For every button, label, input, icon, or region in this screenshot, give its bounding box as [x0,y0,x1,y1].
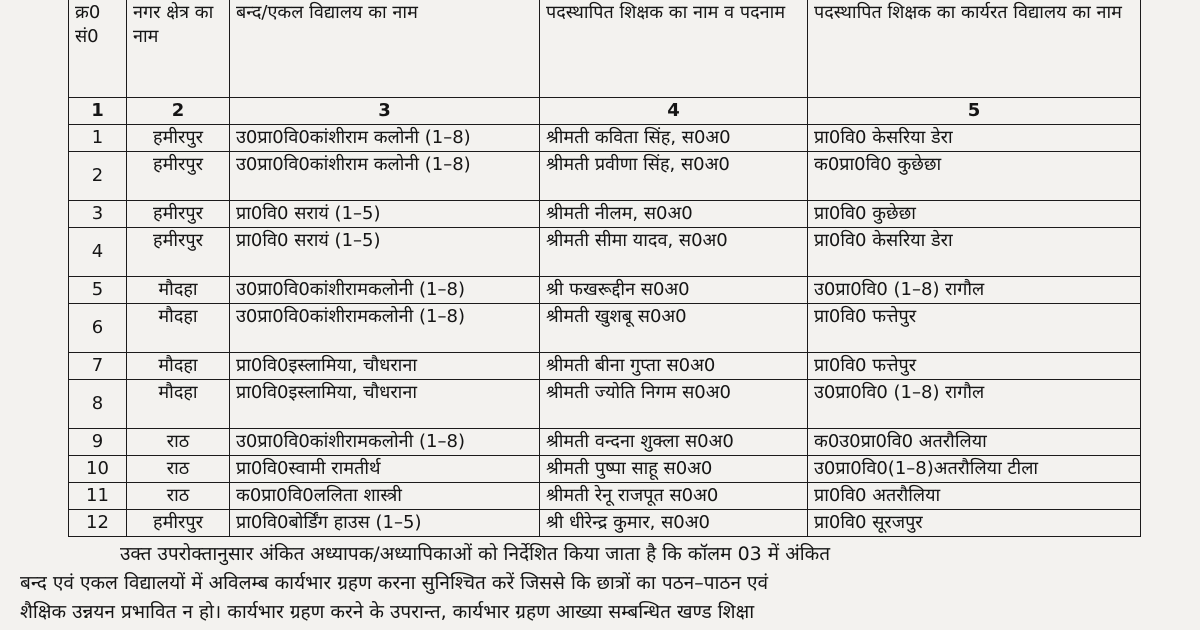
row-working-school: प्रा0वि0 सूरजपुर [808,510,1141,537]
row-posted-teacher: श्रीमती रेनू राजपूत स0अ0 [540,483,808,510]
row-posted-teacher: श्रीमती प्रवीणा सिंह, स0अ0 [540,152,808,201]
row-serial-number: 7 [69,353,127,380]
column-number: 5 [808,98,1141,125]
row-city-area: हमीरपुर [127,228,230,277]
table-header-row [69,0,1141,98]
row-city-area: हमीरपुर [127,201,230,228]
row-serial-number: 6 [69,304,127,353]
table-row [69,228,1141,277]
row-posted-teacher: श्रीमती वन्दना शुक्ला स0अ0 [540,429,808,456]
column-number: 2 [127,98,230,125]
row-working-school: क0प्रा0वि0 कुछेछा [808,152,1141,201]
row-closed-school: उ0प्रा0वि0कांशीराम कलोनी (1–8) [230,152,540,201]
row-closed-school: प्रा0वि0 सरायं (1–5) [230,201,540,228]
row-city-area: राठ [127,429,230,456]
row-serial-number: 2 [69,152,127,201]
row-posted-teacher: श्रीमती नीलम, स0अ0 [540,201,808,228]
row-posted-teacher: श्रीमती खुशबू स0अ0 [540,304,808,353]
row-serial-number: 11 [69,483,127,510]
row-posted-teacher: श्रीमती ज्योति निगम स0अ0 [540,380,808,429]
table-row [69,277,1141,304]
table-row [69,201,1141,228]
column-number: 3 [230,98,540,125]
row-city-area: हमीरपुर [127,152,230,201]
header-serial-number: क्र0 सं0 [69,0,127,98]
row-city-area: मौदहा [127,304,230,353]
row-posted-teacher: श्री धीरेन्द्र कुमार, स0अ0 [540,510,808,537]
row-closed-school: उ0प्रा0वि0कांशीरामकलोनी (1–8) [230,429,540,456]
table-row [69,380,1141,429]
row-city-area: हमीरपुर [127,510,230,537]
row-closed-school: उ0प्रा0वि0कांशीरामकलोनी (1–8) [230,277,540,304]
row-closed-school: क0प्रा0वि0ललिता शास्त्री [230,483,540,510]
header-posted-teacher: पदस्थापित शिक्षक का नाम व पदनाम [540,0,808,98]
header-working-school: पदस्थापित शिक्षक का कार्यरत विद्यालय का नाम [808,0,1141,98]
row-serial-number: 9 [69,429,127,456]
paragraph-line: उक्त उपरोक्तानुसार अंकित अध्यापक/अध्यापिकाओं को निर्देशित किया जाता है कि कॉलम 03 में अंकित [120,543,831,565]
header-closed-school: बन्द/एकल विद्यालय का नाम [230,0,540,98]
row-closed-school: प्रा0वि0 सरायं (1–5) [230,228,540,277]
row-working-school: प्रा0वि0 केसरिया डेरा [808,125,1141,152]
row-serial-number: 4 [69,228,127,277]
header-city-area: नगर क्षेत्र का नाम [127,0,230,98]
table-row [69,125,1141,152]
row-serial-number: 10 [69,456,127,483]
row-city-area: मौदहा [127,353,230,380]
table-row [69,429,1141,456]
row-working-school: प्रा0वि0 अतरौलिया [808,483,1141,510]
row-closed-school: प्रा0वि0इस्लामिया, चौधराना [230,353,540,380]
row-working-school: क0उ0प्रा0वि0 अतरौलिया [808,429,1141,456]
column-number-row [69,98,1141,125]
row-working-school: प्रा0वि0 फत्तेपुर [808,304,1141,353]
paragraph-line: बन्द एवं एकल विद्यालयों में अविलम्ब कार्यभार ग्रहण करना सुनिश्चित करें जिससे कि छात्रों का पठन–पाठन एवं [20,572,769,594]
row-working-school: प्रा0वि0 फत्तेपुर [808,353,1141,380]
column-number: 1 [69,98,127,125]
row-posted-teacher: श्रीमती सीमा यादव, स0अ0 [540,228,808,277]
row-city-area: हमीरपुर [127,125,230,152]
instruction-paragraph [20,540,1140,627]
row-working-school: प्रा0वि0 कुछेछा [808,201,1141,228]
row-working-school: उ0प्रा0वि0(1–8)अतरौलिया टीला [808,456,1141,483]
table-row [69,483,1141,510]
row-closed-school: उ0प्रा0वि0कांशीरामकलोनी (1–8) [230,304,540,353]
row-city-area: मौदहा [127,277,230,304]
column-number: 4 [540,98,808,125]
row-working-school: उ0प्रा0वि0 (1–8) रागौल [808,380,1141,429]
row-working-school: उ0प्रा0वि0 (1–8) रागौल [808,277,1141,304]
paragraph-line: शैक्षिक उन्नयन प्रभावित न हो। कार्यभार ग्रहण करने के उपरान्त, कार्यभार ग्रहण आख्या सम्बन्धित खण्ड शिक्षा [20,601,755,623]
row-city-area: राठ [127,456,230,483]
table-row [69,510,1141,537]
row-working-school: प्रा0वि0 केसरिया डेरा [808,228,1141,277]
row-serial-number: 8 [69,380,127,429]
row-closed-school: उ0प्रा0वि0कांशीराम कलोनी (1–8) [230,125,540,152]
row-posted-teacher: श्री फखरूद्दीन स0अ0 [540,277,808,304]
row-city-area: मौदहा [127,380,230,429]
row-closed-school: प्रा0वि0इस्लामिया, चौधराना [230,380,540,429]
row-posted-teacher: श्रीमती बीना गुप्ता स0अ0 [540,353,808,380]
table-row [69,152,1141,201]
row-serial-number: 3 [69,201,127,228]
row-serial-number: 5 [69,277,127,304]
row-closed-school: प्रा0वि0बोर्डिंग हाउस (1–5) [230,510,540,537]
row-serial-number: 12 [69,510,127,537]
row-city-area: राठ [127,483,230,510]
row-posted-teacher: श्रीमती पुष्पा साहू स0अ0 [540,456,808,483]
row-serial-number: 1 [69,125,127,152]
table-row [69,456,1141,483]
table-row [69,304,1141,353]
row-closed-school: प्रा0वि0स्वामी रामतीर्थ [230,456,540,483]
table-row [69,353,1141,380]
teacher-transfer-table [68,0,1141,537]
row-posted-teacher: श्रीमती कविता सिंह, स0अ0 [540,125,808,152]
